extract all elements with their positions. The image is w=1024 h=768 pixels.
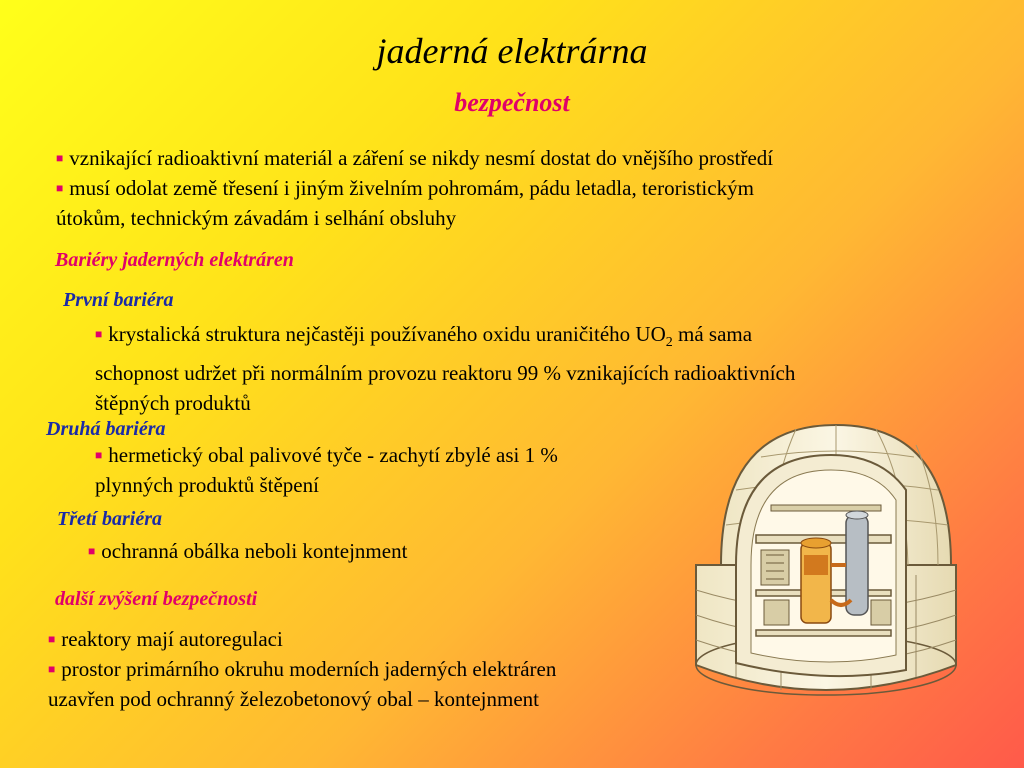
- reactor-containment-illustration: [676, 415, 976, 720]
- barrier3-text: ■ ochranná obálka neboli kontejnment: [88, 536, 688, 566]
- safety-heading: další zvýšení bezpečnosti: [55, 588, 258, 610]
- bullet-icon: ■: [48, 632, 56, 646]
- bullet-icon: ■: [95, 448, 103, 462]
- bullet-icon: ■: [95, 327, 103, 341]
- bullet-icon: ■: [48, 662, 56, 676]
- barriers-heading: Bariéry jaderných elektráren: [55, 249, 294, 271]
- barrier3-heading: Třetí bariéra: [57, 508, 162, 530]
- barrier1-text: ■ krystalická struktura nejčastěji používaného oxidu uraničitého $UO_2$ má sama schopnost udržet při normálním provozu reaktoru 99 % vznikajících radioaktivních štěpných produktů: [95, 319, 995, 418]
- bullet-icon: ■: [56, 181, 64, 195]
- intro-item-1: ■ vznikající radioaktivní materiál a záření se nikdy nesmí dostat do vnějšího prostředí: [56, 143, 956, 173]
- page-subtitle: bezpečnost: [454, 88, 570, 117]
- safety-text: ■ reaktory mají autoregulaci ■ prostor primárního okruhu moderních jaderných elektráren uzavřen pod ochranný železobetonový obal – kontejnment: [48, 624, 688, 714]
- page-title: jaderná elektrárna: [376, 31, 648, 71]
- barrier1-heading: První bariéra: [63, 289, 174, 311]
- barrier2-heading: Druhá bariéra: [46, 418, 166, 440]
- barrier2-text: ■ hermetický obal palivové tyče - zachytí zbylé asi 1 % plynných produktů štěpení: [95, 440, 695, 500]
- intro-item-2: ■ musí odolat země třesení i jiným živelním pohromám, pádu letadla, teroristickým útokům, technickým závadám i selhání obsluhy: [56, 173, 956, 233]
- bullet-icon: ■: [56, 151, 64, 165]
- bullet-icon: ■: [88, 544, 96, 558]
